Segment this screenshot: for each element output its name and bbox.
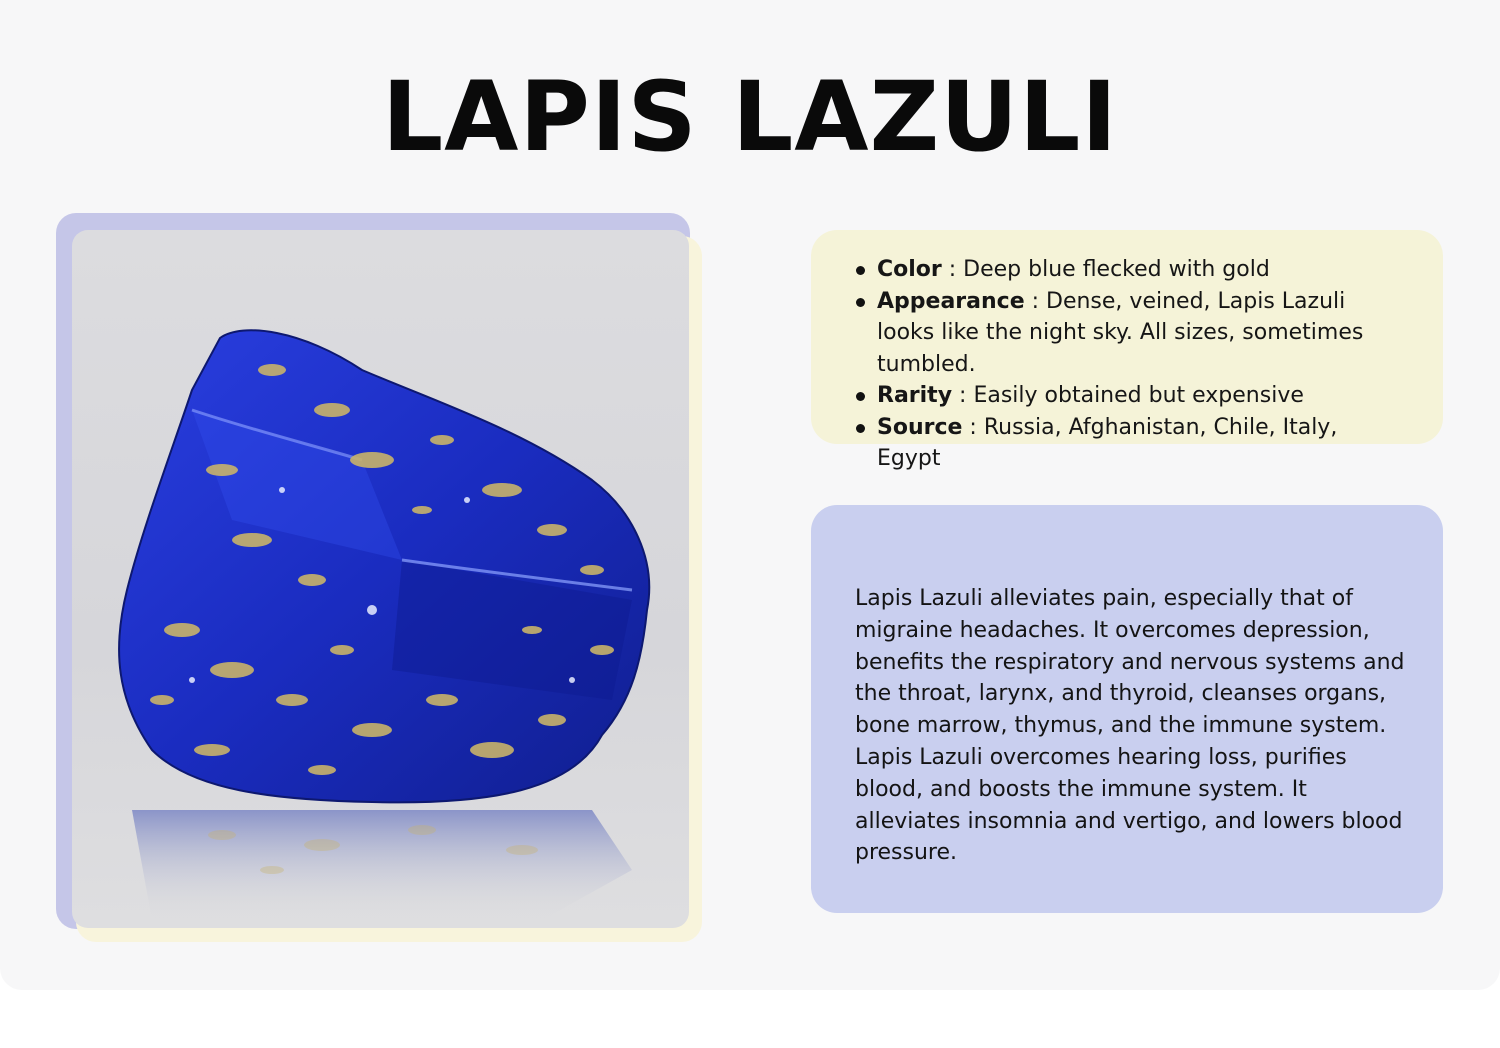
description-box [811, 505, 1443, 913]
property-separator: : [962, 414, 984, 440]
bullet-icon [856, 266, 865, 275]
property-value: Dense, veined, Lapis Lazuli looks like the night sky. All sizes, sometimes tumbled. [877, 288, 1364, 377]
property-source [877, 412, 1403, 475]
properties-list [857, 254, 1403, 475]
property-value: Easily obtained but expensive [973, 383, 1304, 408]
property-color [877, 254, 1403, 286]
page-title: LAPIS LAZULI [381, 61, 1119, 173]
property-label: Color [877, 257, 942, 282]
property-value: Russia, Afghanistan, Chile, Italy, Egypt [877, 414, 1338, 471]
property-label: Rarity [877, 383, 953, 408]
stone-image [72, 230, 689, 928]
bullet-icon [856, 424, 865, 433]
property-appearance [877, 286, 1403, 381]
description-text: Lapis Lazuli alleviates pain, especially that of migraine headaches. It overcomes depression, benefits the respiratory and nervous systems and the throat, larynx, and thyroid, cleanses organs, bone marrow, thymus, and the immune system. Lapis Lazuli overcomes hearing loss, purifies blood, and boosts the immune system. It alleviates insomnia and vertigo, and lowers blood pressure. [855, 586, 1405, 866]
properties-box [811, 230, 1443, 471]
bullet-icon [856, 392, 865, 401]
property-separator: : [1024, 288, 1047, 314]
bullet-icon [856, 298, 865, 307]
property-value: Deep blue flecked with gold [963, 257, 1270, 282]
stone-reflection [132, 810, 632, 920]
property-label: Source [877, 414, 963, 440]
property-rarity [877, 380, 1403, 412]
lapis-lazuli-stone-illustration [72, 230, 689, 928]
property-label: Appearance [877, 288, 1025, 314]
property-separator: : [941, 257, 964, 282]
property-separator: : [952, 383, 974, 408]
